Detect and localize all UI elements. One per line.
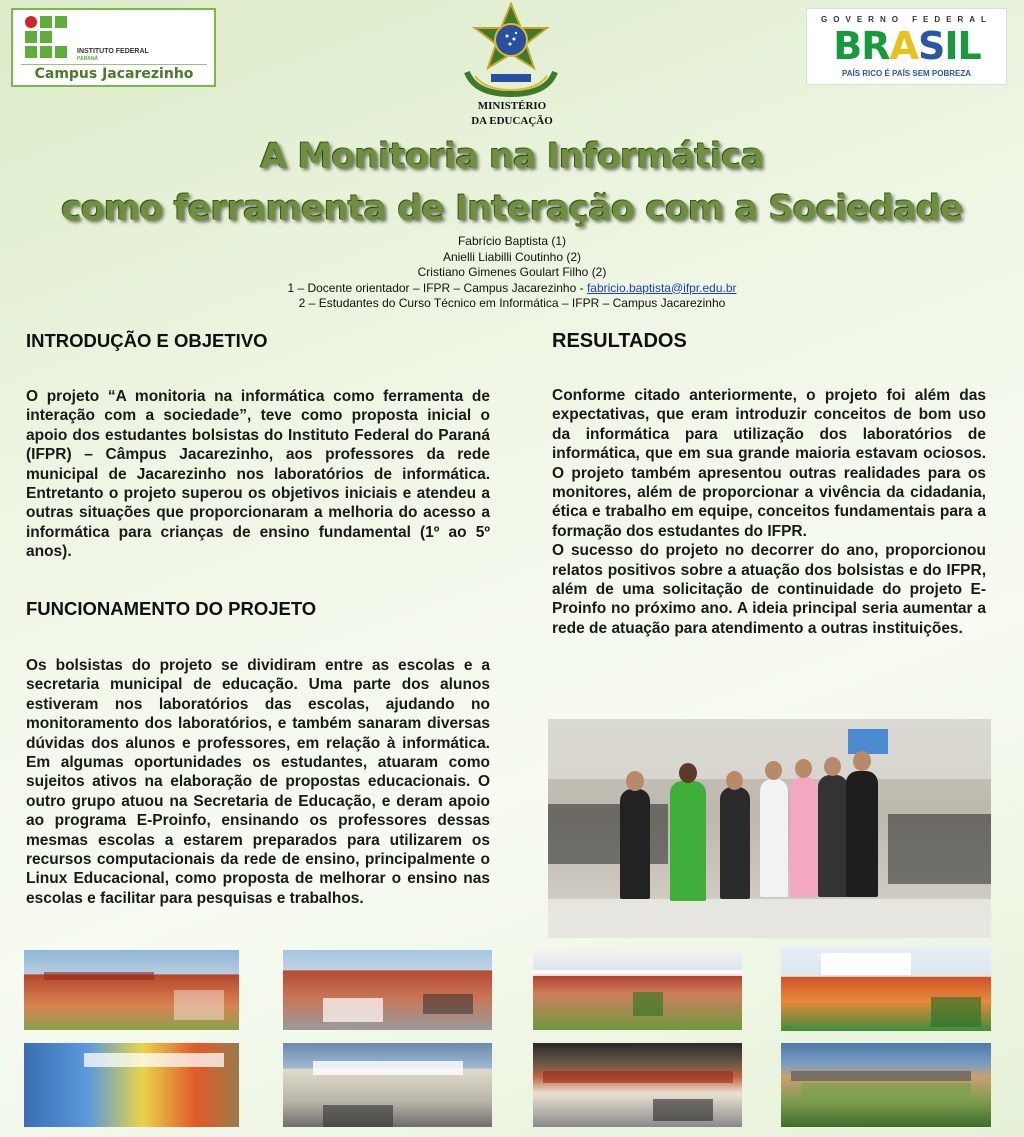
ifpr-logo — [11, 8, 216, 87]
authors-block — [0, 234, 1024, 312]
ifpr-campus: Campus Jacarezinho — [21, 64, 207, 83]
school-photo-3 — [533, 950, 742, 1030]
ifpr-state: PARANÁ — [77, 56, 99, 62]
funcionamento-text: Os bolsistas do projeto se dividiram entre as escolas e a secretaria municipal de educação. Uma parte dos alunos estiveram nos laboratórios das escolas, ajudando no monitoramento dos laboratórios, e também sanaram diversas dúvidas dos alunos e professores, em relação à informática. Em algumas oportunidades os estudantes, atuaram como sujeitos ativos na elaboração de propostas educacionais. O outro grupo atuou na Secretaria de Educação, e deram apoio ao programa E-Proinfo, ensinando os professores dessas mesmas escolas a estarem preparados para utilizarem os recursos computacionais da rede de ensino, principalmente o Linux Educacional, como proposta de melhorar o ensino nas escolas e facilitar para pesquisas e trabalhos. — [26, 657, 490, 907]
ministerio-line1: MINISTÉRIO — [477, 100, 547, 112]
resultados-paragraph-1: Conforme citado anteriormente, o projeto foi além das expectativas, que eram introduzir conceitos de bom uso da informática para utilização dos laboratórios de informática, que em sua grande maioria estavam ociosos. O projeto também apresentou outras realidades para os monitores, além de proporcionar a vivência da cidadania, ética e trabalho em equipe, conceitos fundamentais para a formação dos estudantes do IFPR. — [552, 387, 986, 540]
school-photo-5 — [24, 1043, 239, 1127]
brasil-part: IL — [944, 24, 981, 68]
school-photo-8 — [781, 1043, 991, 1127]
intro-heading: INTRODUÇÃO E OBJETIVO — [26, 330, 268, 351]
school-photo-7 — [533, 1043, 742, 1127]
affiliation-2: 2 – Estudantes do Curso Técnico em Informática – IFPR – Campus Jacarezinho — [298, 296, 726, 310]
poster-title-line2: como ferramenta de Interação com a Sociedade — [61, 189, 963, 229]
gov-top-label: GOVERNO FEDERAL — [821, 15, 992, 24]
resultados-paragraph-2: O sucesso do projeto no decorrer do ano, proporcionou relatos positivos sobre a atuação dos bolsistas e do IFPR, além de uma solicitação de continuidade do projeto E-Proinfo no próximo ano. A ideia principal seria aumentar a rede de atuação para atendimento a outras instituições. — [552, 542, 986, 637]
resultados-text — [552, 386, 986, 638]
resultados-heading: RESULTADOS — [552, 330, 687, 352]
brasil-part: S — [917, 24, 945, 68]
affiliation-1-text: 1 – Docente orientador – IFPR – Campus Jacarezinho - — [287, 280, 587, 295]
author-1: Fabrício Baptista (1) — [457, 234, 567, 248]
school-photo-2 — [283, 950, 492, 1030]
school-photo-1 — [24, 950, 239, 1030]
gov-slogan: PAÍS RICO É PAÍS SEM POBREZA — [841, 69, 972, 78]
governo-federal-logo — [806, 8, 1007, 85]
poster-title-line1: A Monitoria na Informática — [260, 137, 764, 177]
ifpr-mark-icon — [25, 16, 69, 60]
brasil-part: A — [889, 24, 918, 68]
author-2: Anielli Liabilli Coutinho (2) — [442, 249, 582, 264]
email-link[interactable]: fabricio.baptista@ifpr.edu.br — [586, 280, 737, 295]
brasil-wordmark — [821, 25, 993, 67]
ifpr-name: INSTITUTO FEDERAL — [77, 48, 149, 55]
school-photo-6 — [283, 1043, 492, 1127]
affiliation-1 — [0, 281, 1024, 297]
funcionamento-heading: FUNCIONAMENTO DO PROJETO — [26, 598, 317, 619]
intro-text: O projeto “A monitoria na informática como ferramenta de interação com a sociedade”, teve como proposta inicial o apoio dos estudantes bolsistas do Instituto Federal do Paraná (IFPR) – Câmpus Jacarezinho, aos professores da rede municipal de Jacarezinho nos laboratórios de informática. Entretanto o projeto superou os objetivos iniciais e atendeu a outras situações que proporcionaram a melhoria do acesso a informática para crianças de ensino fundamental (1º ao 5º anos). — [26, 388, 490, 561]
group-photo — [548, 719, 991, 938]
school-photo-4 — [781, 947, 991, 1031]
brasao-icon — [455, 2, 567, 98]
brasil-part: BR — [833, 24, 890, 68]
ministerio-label — [412, 99, 612, 129]
ministerio-line2: DA EDUCAÇÃO — [471, 115, 553, 127]
author-3: Cristiano Gimenes Goulart Filho (2) — [417, 265, 607, 279]
